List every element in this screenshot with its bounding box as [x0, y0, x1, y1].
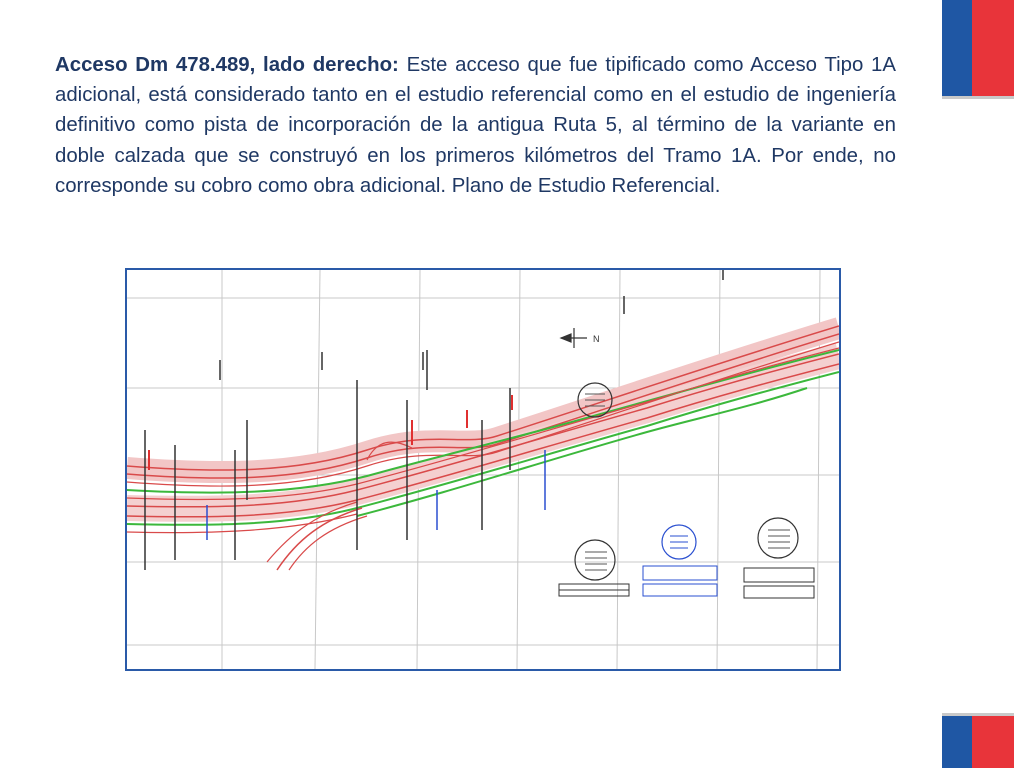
flag-decoration-top — [942, 0, 1014, 96]
reference-study-plan — [125, 268, 841, 671]
flag-shadow — [942, 96, 1014, 99]
flag-blue-stripe — [942, 0, 972, 96]
access-description: Este acceso que fue tipificado como Acceso Tipo 1A adicional, está considerado tanto en el estudio referencial como en el estudio de ingeniería definitivo como pista de incorporación de la antigua Ruta 5, al término de la variante en doble calzada que se construyó en los primeros kilómetros del Tramo 1A. Por ende, no corresponde su cobro como obra adicional. Plano de Estudio Referencial. — [55, 54, 896, 197]
flag-red-stripe — [972, 0, 1014, 96]
flag-red-stripe-bottom — [972, 716, 1014, 768]
road-plan-drawing — [127, 270, 839, 669]
north-label: N — [593, 334, 600, 344]
blue-data-tables — [643, 566, 717, 596]
north-arrow-icon — [561, 328, 587, 348]
access-heading: Acceso Dm 478.489, lado derecho: — [55, 54, 399, 76]
flag-blue-stripe-bottom — [942, 716, 972, 768]
flag-shadow-bottom — [942, 713, 1014, 716]
data-tables — [559, 568, 814, 598]
blue-callout-lines — [670, 536, 688, 548]
road-alignment — [127, 326, 839, 570]
flag-decoration-bottom — [942, 716, 1014, 768]
description-paragraph — [55, 50, 896, 201]
